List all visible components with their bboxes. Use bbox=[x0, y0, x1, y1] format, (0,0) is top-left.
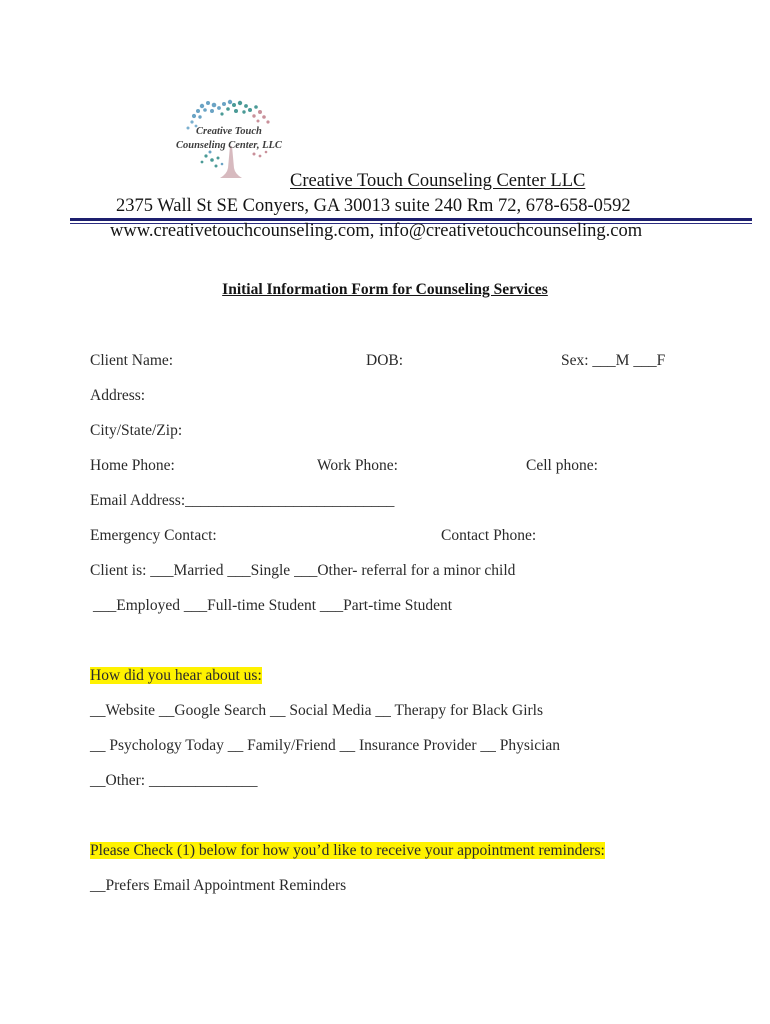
referral-options-row1: __Website __Google Search __ Social Media __ Therapy for Black Girls bbox=[90, 702, 544, 719]
dob-label: DOB: bbox=[366, 352, 404, 369]
referral-heading-text: How did you hear about us: bbox=[90, 667, 262, 684]
reminder-email-option: __Prefers Email Appointment Reminders bbox=[90, 877, 347, 894]
address-label: Address: bbox=[90, 387, 146, 404]
reminders-heading bbox=[90, 842, 605, 860]
logo bbox=[172, 96, 292, 184]
organization-address: 2375 Wall St SE Conyers, GA 30013 suite 240 Rm 72, 678-658-0592 bbox=[116, 196, 631, 216]
referral-heading bbox=[90, 667, 262, 685]
cell-phone-label: Cell phone: bbox=[526, 457, 598, 474]
email-field: Email Address:___________________________ bbox=[90, 492, 395, 509]
organization-contact: www.creativetouchcounseling.com, info@creativetouchcounseling.com bbox=[110, 221, 643, 241]
referral-other-field: __Other: ______________ bbox=[90, 772, 258, 789]
tree-icon bbox=[187, 100, 270, 178]
contact-phone-label: Contact Phone: bbox=[441, 527, 537, 544]
home-phone-label: Home Phone: bbox=[90, 457, 175, 474]
client-status-options: Client is: ___Married ___Single ___Other- referral for a minor child bbox=[90, 562, 516, 579]
city-state-zip-label: City/State/Zip: bbox=[90, 422, 183, 439]
referral-options-row2: __ Psychology Today __ Family/Friend __ Insurance Provider __ Physician bbox=[90, 737, 561, 754]
logo-text-line2: Counseling Center, LLC bbox=[176, 140, 282, 151]
sex-field: Sex: ___M ___F bbox=[561, 352, 666, 369]
organization-name: Creative Touch Counseling Center LLC bbox=[290, 171, 586, 191]
emergency-contact-label: Emergency Contact: bbox=[90, 527, 217, 544]
reminders-heading-text: Please Check (1) below for how you’d like to receive your appointment reminders: bbox=[90, 842, 605, 859]
employment-options: ___Employed ___Full-time Student ___Part-time Student bbox=[93, 597, 453, 614]
work-phone-label: Work Phone: bbox=[317, 457, 398, 474]
client-name-label: Client Name: bbox=[90, 352, 174, 369]
logo-text-line1: Creative Touch bbox=[196, 126, 262, 137]
form-title: Initial Information Form for Counseling Services bbox=[222, 281, 548, 298]
